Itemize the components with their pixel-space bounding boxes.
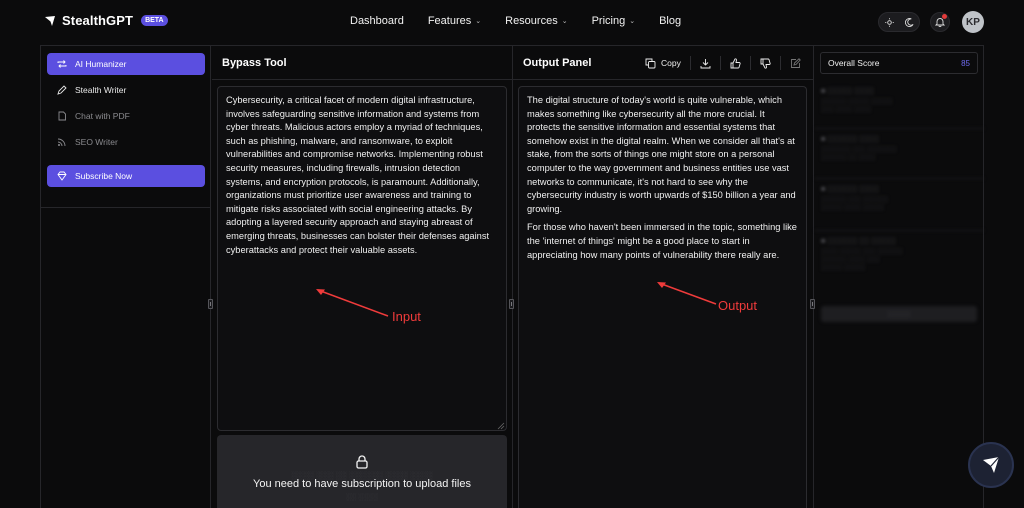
blurred-score-section: ■ ░░░░░░ ░░░░ ░░░░░░░ ░░░ ░░░░░░░ ░░░░░░ ░░ ░░░░ [821,136,897,161]
input-annotation-label: Input [392,309,421,324]
document-icon [57,111,67,121]
toolbar-separator [720,56,721,70]
rss-icon [57,137,67,147]
moon-icon [905,18,914,27]
file-upload-area[interactable] [217,435,507,508]
nav-label: Features [427,15,472,27]
chevron-down-icon: ⌄ [475,18,482,25]
brand[interactable] [44,13,168,28]
nav-label: Pricing [591,15,626,27]
subscribe-label: Subscribe Now [75,171,133,181]
upload-subscription-message: You need to have subscription to upload files [253,478,471,490]
panel-divider [512,46,513,508]
blurred-divider [815,128,984,129]
output-toolbar [645,56,801,70]
chat-launcher-button[interactable] [968,442,1014,488]
blurred-button: ░░░░░ [821,306,977,322]
copy-icon [645,58,656,69]
resize-grip-icon[interactable] [497,422,505,430]
blurred-score-section: ■ ░░░░░░ ░░ ░░░░░ ░░░░ ░░░░░ ░░░ ░░░░░░ ░░░░░░ ░░░░ ░░░ ░░░░░ ░░░░░ [821,238,903,271]
sidebar-item-seo-writer[interactable] [47,131,205,153]
output-annotation-label: Output [718,298,758,313]
copy-label: Copy [661,58,681,68]
nav-label: Dashboard [350,15,404,27]
upload-hint-ghost: ░░ ░░░░ [346,494,378,501]
thumbs-down-button[interactable] [760,58,771,69]
thumbs-down-icon [760,58,771,69]
output-title: Output Panel [523,57,592,69]
brand-name: StealthGPT [62,13,134,28]
nav-label: Resources [505,15,558,27]
nav-blog[interactable] [659,15,681,27]
sun-icon [885,18,894,27]
sidebar-item-label: AI Humanizer [75,59,127,69]
download-button[interactable] [700,58,711,69]
pen-icon [57,85,67,95]
chevron-down-icon: ⌄ [561,18,568,25]
overall-score-value: 85 [961,58,970,68]
blurred-score-section: ■ ░░░░░ ░░░░ ░░░░░░ ░░░░░ ░░░░░ ░░░ ░░░░ ░░░░ [821,88,893,113]
locked-score-details [815,80,984,330]
toolbar-separator [690,56,691,70]
bypass-header [212,47,512,80]
input-textarea[interactable] [217,86,507,431]
copy-button[interactable] [645,58,681,69]
edit-icon [790,58,801,69]
panel-divider [813,46,814,508]
nav-resources[interactable] [505,15,567,27]
nav-pricing[interactable] [592,15,636,27]
theme-toggle[interactable] [878,12,920,32]
diamond-icon [57,171,67,181]
avatar[interactable]: KP [962,11,984,33]
blurred-divider [815,230,984,231]
toolbar-separator [750,56,751,70]
nav-features[interactable] [428,15,481,27]
notifications-button[interactable] [930,12,950,32]
notification-dot [942,14,947,19]
sidebar-item-label: SEO Writer [75,137,118,147]
output-paragraph: The digital structure of today's world is quite vulnerable, which makes something like cybersecurity all the more crucial. It protects the sensitive information and essential systems that somehow exist in the digital realm. When we consider all that's at stake, from the sorts of things one might store on a personal computer to the way government and business entities use vast networks to communicate, it's not hard to see why the cybersecurity industry is worth upwards of $150 billion a year and growing. [527,95,796,214]
bypass-title: Bypass Tool [222,57,287,69]
top-navbar [0,0,1024,44]
thumbs-up-button[interactable] [730,58,741,69]
blurred-score-section: ■ ░░░░░░ ░░░░ ░░░░░░ ░░░ ░░░░░░ ░░░░░ ░░░░ ░░░░░ [821,186,889,211]
send-icon [980,454,1002,476]
download-icon [700,58,711,69]
sidebar-item-stealth-writer[interactable] [47,79,205,101]
sidebar-item-label: Chat with PDF [75,111,130,121]
resize-handle[interactable] [208,299,213,309]
sidebar-item-ai-humanizer[interactable] [47,53,205,75]
input-annotation-arrow [308,282,392,322]
main-nav [350,15,681,27]
beta-badge: BETA [141,15,168,26]
input-text: Cybersecurity, a critical facet of modern digital infrastructure, involves safeguarding sensitive information and systems from cyber threats. Malicious actors employ a myriad of techniques, such as phishing, malware, and ransomware, to exploit vulnerabilities and compromise networks. Implementing robust security measures, including firewalls, intrusion detection systems, and encryption protocols, is paramount. Additionally, organizations must prioritize user awareness and training to mitigate risks associated with social engineering attacks. By adopting a layered security approach and staying abreast of emerging threats, businesses can bolster their defenses against cyberattacks and protect their valuable assets. [226,95,490,255]
lock-icon [354,454,370,470]
sidebar-divider [41,207,210,208]
overall-score-label: Overall Score [828,58,880,68]
sidebar-item-chat-with-pdf[interactable] [47,105,205,127]
output-paragraph: For those who haven't been immersed in the topic, something like the 'internet of things' might be a good place to start in appreciating how many points of vulnerability there really are. [527,222,797,260]
edit-button[interactable] [790,58,801,69]
nav-label: Blog [659,15,682,27]
repeat-icon [57,59,67,69]
overall-score-box[interactable] [820,52,978,74]
subscribe-button[interactable] [47,165,205,187]
nav-dashboard[interactable] [350,15,404,27]
chevron-down-icon: ⌄ [629,18,636,25]
logo-icon [44,15,56,27]
resize-handle[interactable] [509,299,514,309]
sidebar [41,46,211,508]
blurred-divider [815,178,984,179]
sidebar-item-label: Stealth Writer [75,85,127,95]
toolbar-separator [780,56,781,70]
output-annotation-arrow [650,276,720,310]
thumbs-up-icon [730,58,741,69]
upload-hint-ghost: ░░░░ ░░░ ░░ ░░░░░░ ░░░░ ░░░░ [291,471,433,480]
